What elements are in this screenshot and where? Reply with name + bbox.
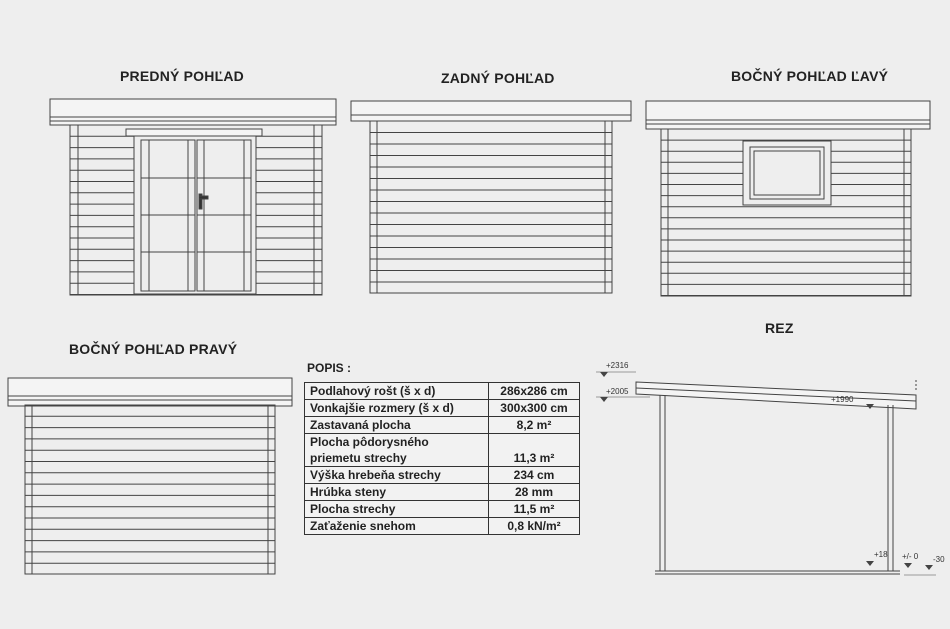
spec-value: 286x286 cm: [489, 383, 580, 400]
level-marker-icon: [904, 563, 912, 568]
front-view: [50, 99, 336, 295]
spec-label: Podlahový rošt (š x d): [305, 383, 489, 400]
section-view-title: REZ: [765, 320, 794, 336]
right-view-title: BOČNÝ POHĽAD PRAVÝ: [69, 341, 238, 357]
spec-label: Zaťaženie snehom: [305, 518, 489, 535]
section-view: [596, 372, 936, 575]
spec-value: 11,3 m²: [489, 434, 580, 467]
front-view-title: PREDNÝ POHĽAD: [120, 68, 244, 84]
spec-value: 234 cm: [489, 467, 580, 484]
spec-table: [304, 382, 580, 535]
back-view: [351, 101, 631, 293]
dim-ground: -30: [933, 555, 945, 564]
spec-value: 0,8 kN/m²: [489, 518, 580, 535]
left-side-view: [646, 101, 930, 296]
spec-value: 300x300 cm: [489, 400, 580, 417]
dim-top: +2316: [606, 361, 629, 370]
spec-value: 28 mm: [489, 484, 580, 501]
dim-floor: +18: [874, 550, 888, 559]
spec-label: Výška hrebeňa strechy: [305, 467, 489, 484]
spec-label: Plocha strechy: [305, 501, 489, 518]
spec-row: [305, 484, 580, 501]
spec-row: [305, 383, 580, 400]
right-side-view: [8, 378, 292, 574]
level-marker-icon: [866, 561, 874, 566]
spec-label: Vonkajšie rozmery (š x d): [305, 400, 489, 417]
spec-label: Zastavaná plocha: [305, 417, 489, 434]
dim-zero: +/- 0: [902, 552, 919, 561]
spec-value: 11,5 m²: [489, 501, 580, 518]
level-marker-icon: [600, 397, 608, 402]
spec-value: 8,2 m²: [489, 417, 580, 434]
spec-row: [305, 518, 580, 535]
level-marker-icon: [600, 372, 608, 377]
spec-row: [305, 400, 580, 417]
spec-label: Plocha pôdorysného priemetu strechy: [305, 434, 489, 467]
spec-row: [305, 501, 580, 518]
dim-inner: +1990: [831, 395, 854, 404]
left-view-title: BOČNÝ POHĽAD ĽAVÝ: [731, 68, 889, 84]
spec-row: [305, 434, 580, 467]
spec-row: [305, 417, 580, 434]
spec-row: [305, 467, 580, 484]
level-marker-icon: [925, 565, 933, 570]
back-view-title: ZADNÝ POHĽAD: [441, 70, 555, 86]
spec-label: Hrúbka steny: [305, 484, 489, 501]
popis-heading: POPIS :: [307, 361, 352, 375]
dim-eave: +2005: [606, 387, 629, 396]
